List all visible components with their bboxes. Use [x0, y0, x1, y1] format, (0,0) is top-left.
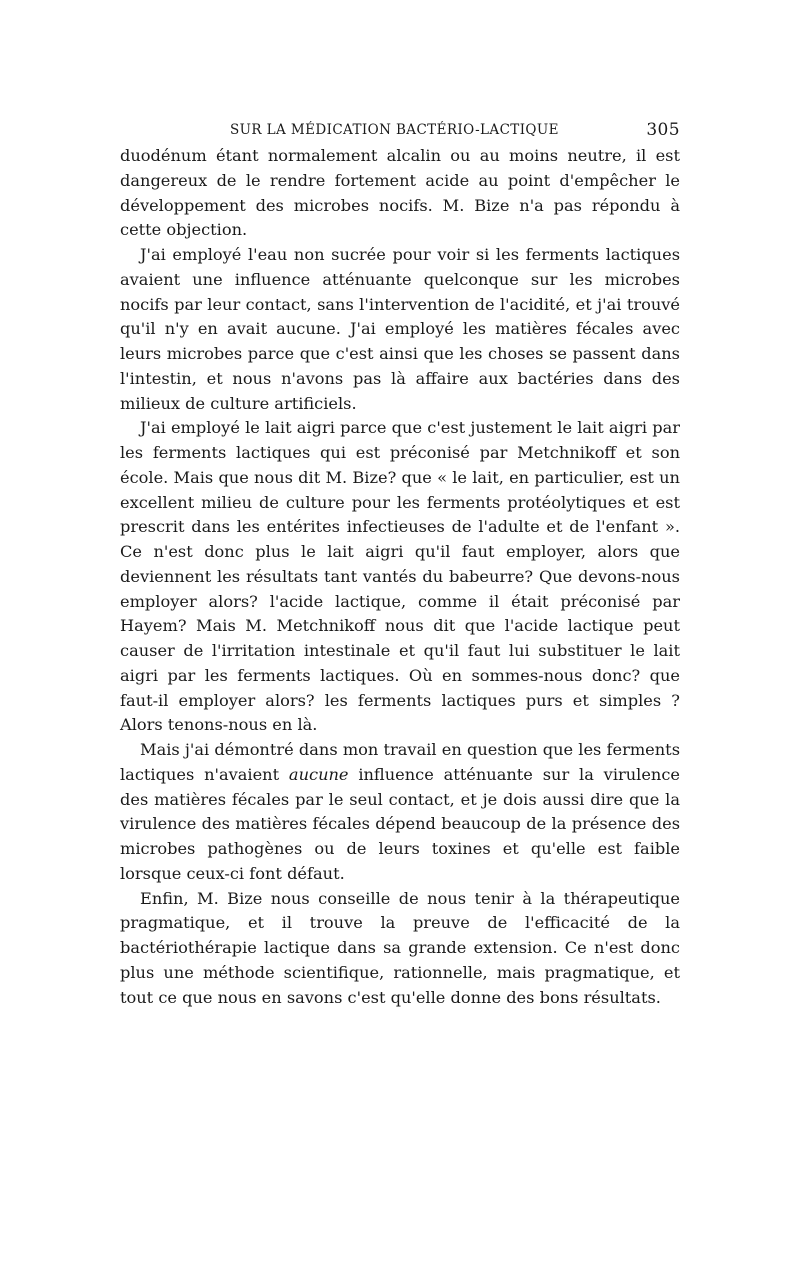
running-head [120, 112, 680, 140]
paragraph-3: J'ai employé le lait aigri parce que c'est justement le lait aigri par les ferments lactiques qui est préconisé par Metchnikoff et son école. Mais que nous dit M. Bize? que « le lait, en particulier, est un excellent milieu de culture pour les ferments protéolytiques et est prescrit dans les entérites infectieuses de l'adulte et de l'enfant ». Ce n'est donc plus le lait aigri qu'il faut employer, alors que deviennent les résultats tant vantés du babeurre? Que devons-nous employer alors? l'acide lactique, comme il était préconisé par Hayem? Mais M. Metchnikoff nous dit que l'acide lactique peut causer de l'irritation intestinale et qu'il faut lui substituer le lait aigri par les ferments lactiques. Où en sommes-nous donc? que faut-il employer alors? les ferments lactiques purs et simples ? Alors tenons-nous en là. [120, 418, 680, 735]
page-number: 305 [646, 120, 680, 140]
body-text [120, 144, 680, 1010]
paragraph-4 [120, 738, 680, 887]
paragraph-4-part-1: Mais j'ai démontré dans mon travail en question que les ferments lactiques n'avaient [120, 740, 680, 784]
paragraph-1: duodénum étant normalement alcalin ou au moins neutre, il est dangereux de le rendre fortement acide au point d'empêcher le développement des microbes nocifs. M. Bize n'a pas répondu à cette objection. [120, 146, 680, 240]
paragraph-4-part-2: influence atténuante sur la virulence des matières fécales par le seul contact, et je dois aussi dire que la virulence des matières fécales dépend beaucoup de la présence des microbes pathogènes ou de leurs toxines et qu'elle est faible lorsque ceux-ci font défaut. [120, 764, 680, 883]
paragraph-2: J'ai employé l'eau non sucrée pour voir si les ferments lactiques avaient une influence atténuante quelconque sur les microbes nocifs par leur contact, sans l'intervention de l'acidité, et j'ai trouvé qu'il n'y en avait aucune. J'ai employé les matières fécales avec leurs microbes parce que c'est ainsi que les choses se passent dans l'intestin, et nous n'avons pas là affaire aux bactéries dans des milieux de culture artificiels. [120, 245, 680, 413]
paragraph-5: Enfin, M. Bize nous conseille de nous tenir à la thérapeutique pragmatique, et il trouve la preuve de l'efficacité de la bactériothérapie lactique dans sa grande extension. Ce n'est donc plus une méthode scientifique, rationnelle, mais pragmatique, et tout ce que nous en savons c'est qu'elle donne des bons résultats. [120, 888, 680, 1007]
running-head-title: SUR LA MÉDICATION BACTÉRIO-LACTIQUE [230, 122, 559, 138]
paragraph-4-emphasis: aucune [288, 764, 349, 784]
book-page [120, 112, 680, 1010]
